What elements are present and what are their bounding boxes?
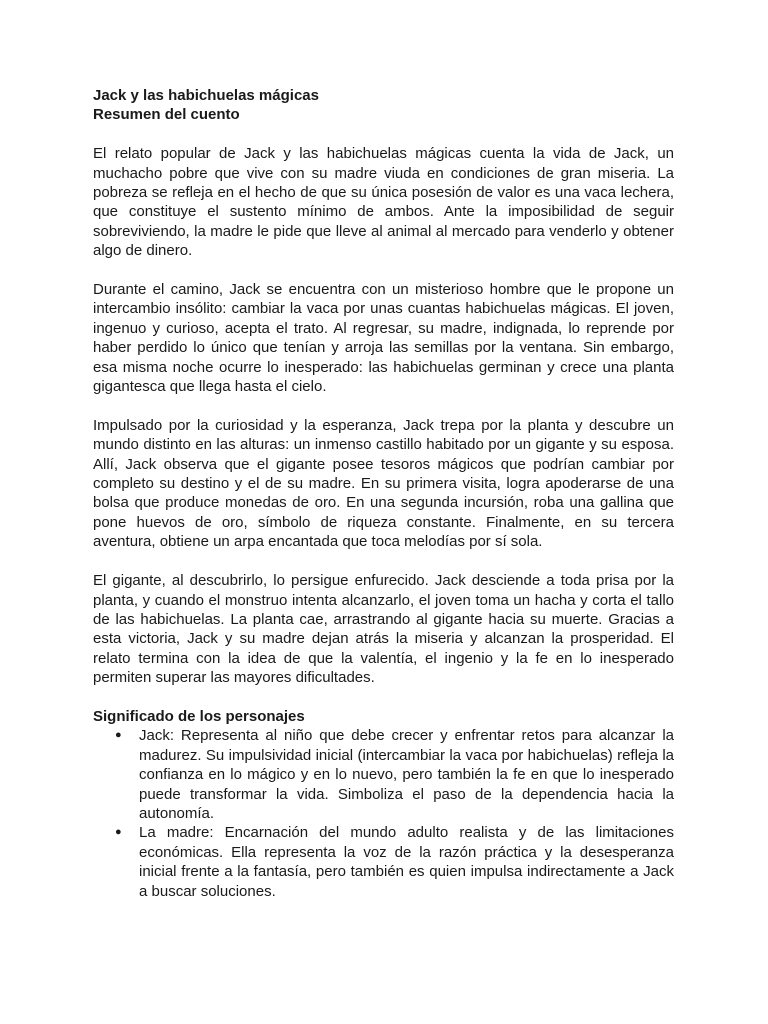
document-subtitle: Resumen del cuento — [93, 106, 240, 124]
list-item-jack — [93, 726, 674, 823]
list-item-madre — [93, 823, 674, 901]
paragraph-3: Impulsado por la curiosidad y la esperanza, Jack trepa por la planta y descubre un mundo distinto en las alturas: un inmenso castillo habitado por un gigante y su esposa. Allí, Jack observa que el gigante posee tesoros mágicos que podrían cambiar por completo su destino y el de su madre. En su primera visita, logra apoderarse de una bolsa que produce monedas de oro. En una segunda incursión, roba una gallina que pone huevos de oro, símbolo de riqueza constante. Finalmente, en su tercera aventura, obtiene un arpa encantada que toca melodías por sí sola. — [93, 416, 674, 551]
spacer — [93, 261, 674, 280]
paragraph-2: Durante el camino, Jack se encuentra con un misterioso hombre que le propone un intercambio insólito: cambiar la vaca por unas cuantas habichuelas mágicas. El joven, ingenuo y curioso, acepta el trato. Al regresar, su madre, indignada, lo reprende por haber perdido lo único que tenían y arroja las semillas por la ventana. Sin embargo, esa misma noche ocurre lo inesperado: las habichuelas germinan y crece una planta gigantesca que llega hasta el cielo. — [93, 281, 674, 396]
spacer — [93, 125, 674, 144]
document-page — [93, 86, 674, 901]
character-list — [93, 726, 674, 901]
spacer — [93, 688, 674, 707]
section-heading: Significado de los personajes — [93, 707, 305, 725]
bullet-icon: ● — [115, 826, 122, 839]
list-item-text: La madre: Encarnación del mundo adulto realista y de las limitaciones económicas. Ella representa la voz de la razón práctica y la desesperanza inicial frente a la fantasía, pero también es quien impulsa indirectamente a Jack a buscar soluciones. — [139, 824, 674, 900]
bullet-icon: ● — [115, 729, 122, 742]
paragraph-1: El relato popular de Jack y las habichuelas mágicas cuenta la vida de Jack, un muchacho pobre que vive con su madre viuda en condiciones de gran miseria. La pobreza se refleja en el hecho de que su única posesión de valor es una vaca lechera, que constituye el sustento mínimo de ambos. Ante la imposibilidad de seguir sobreviviendo, la madre le pide que lleve al animal al mercado para venderlo y obtener algo de dinero. — [93, 145, 674, 260]
document-title: Jack y las habichuelas mágicas — [93, 87, 319, 104]
list-item-text: Jack: Representa al niño que debe crecer y enfrentar retos para alcanzar la madurez. Su impulsividad inicial (intercambiar la vaca por habichuelas) refleja la confianza en lo mágico y en lo nuevo, pero también la fe en que lo inesperado puede transformar la vida. Simboliza el paso de la dependencia hacia la autonomía. — [139, 727, 674, 822]
spacer — [93, 396, 674, 415]
paragraph-4: El gigante, al descubrirlo, lo persigue enfurecido. Jack desciende a toda prisa por la planta, y cuando el monstruo intenta alcanzarlo, el joven toma un hacha y corta el tallo de las habichuelas. La planta cae, arrastrando al gigante hacia su muerte. Gracias a esta victoria, Jack y su madre dejan atrás la miseria y alcanzan la prosperidad. El relato termina con la idea de que la valentía, el ingenio y la fe en lo inesperado permiten superar las mayores dificultades. — [93, 572, 674, 687]
spacer — [93, 552, 674, 571]
